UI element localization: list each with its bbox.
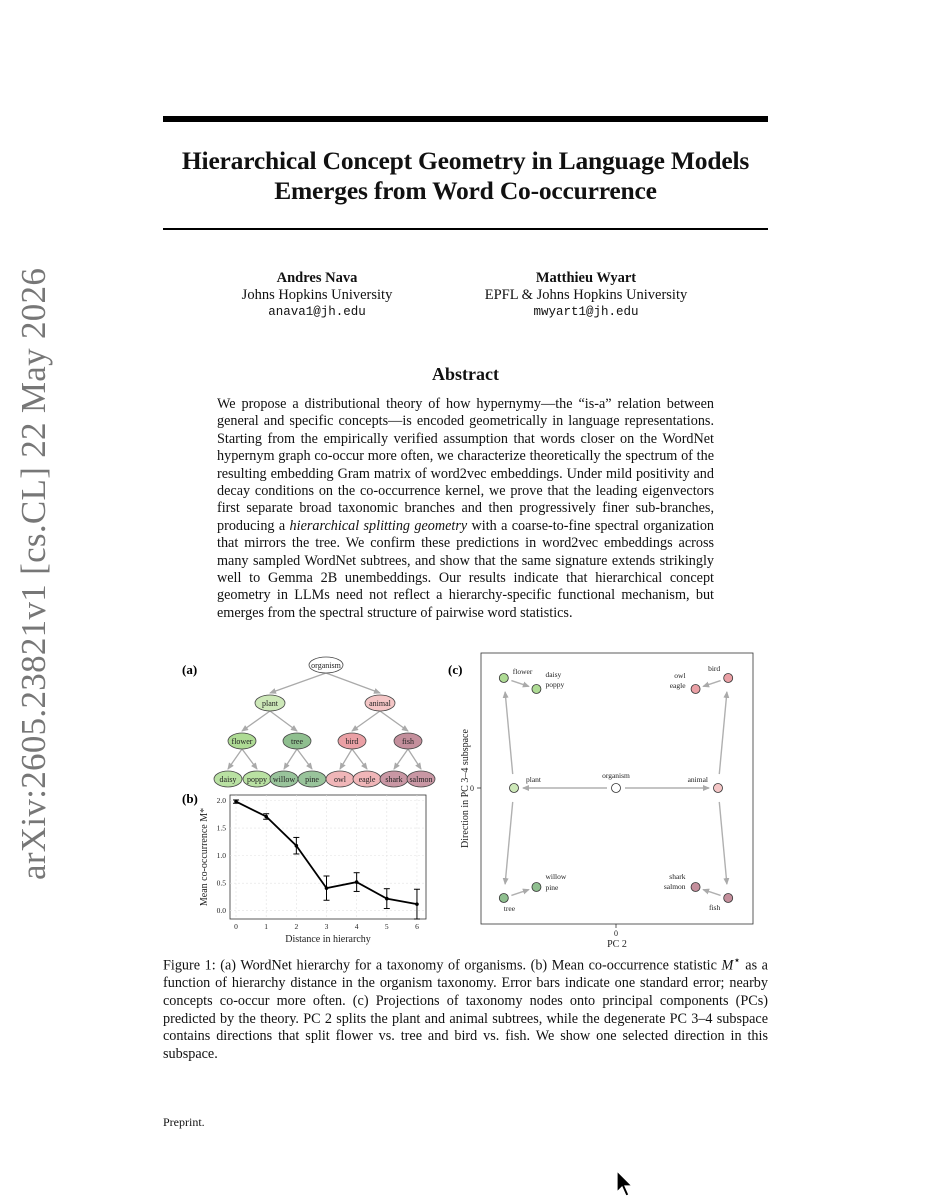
author-affiliation: EPFL & Johns Hopkins University (484, 287, 688, 303)
chart-c-label-bird: bird (708, 664, 721, 673)
chart-c-label-willow: willow (545, 872, 567, 881)
mouse-cursor-icon (616, 1170, 634, 1198)
chart-b-ylabel: Mean co-occurrence M* (199, 807, 210, 907)
tree-edge (394, 749, 408, 769)
chart-b-ytick: 0.5 (216, 878, 226, 888)
chart-c-label-eagle: eagle (669, 681, 686, 690)
tree-node-label-willow: willow (272, 775, 296, 784)
abstract-emphasis: hierarchical splitting geometry (289, 517, 468, 534)
chart-c-point-willow (532, 883, 541, 892)
chart-b-xtick: 5 (384, 922, 389, 931)
author-name: Matthieu Wyart (535, 270, 637, 286)
panel-c-label: (c) (448, 662, 463, 677)
chart-c-point-flower (499, 674, 508, 683)
caption-text-2: as a function of hierarchy distance in the organism taxonomy. Error bars indicate one standard error; nearby concepts co-occur more often. (c) Projections of taxonomy nodes onto principal components (PCs) predicted by the theory. PC 2 splits the plant and animal subtrees, while the degenerate PC 3–4 subspace contains directions that split flower vs. tree and bird vs. fish. We show one selected direction in this subspace. (163, 957, 768, 1062)
chart-c-point-plant (510, 784, 519, 793)
tree-node-label-bird: bird (345, 737, 359, 746)
chart-b (199, 795, 426, 945)
chart-c-ytick: 0 (470, 784, 474, 793)
caption-symbol-sup: ⋆ (733, 953, 741, 967)
tree-edge (408, 749, 421, 769)
chart-c-point-animal (714, 784, 723, 793)
tree-node-label-daisy: daisy (219, 775, 237, 784)
tree-node-label-shark: shark (385, 775, 403, 784)
tree-node-label-animal: animal (369, 699, 391, 708)
tree-node-label-pine: pine (305, 775, 319, 784)
tree-edge (352, 749, 367, 769)
arxiv-side-label: arXiv:2605.23821v1 [cs.CL] 22 May 2026 (14, 267, 53, 880)
chart-c-label-fish: fish (708, 903, 721, 912)
tree-node-label-owl: owl (334, 775, 346, 784)
tree-edge (380, 711, 408, 731)
tree-node-label-flower: flower (231, 737, 253, 746)
chart-c-ylabel: Direction in PC 3–4 subspace (460, 729, 471, 848)
chart-c-label-shark: shark (669, 872, 686, 881)
tree-edge (340, 749, 352, 769)
chart-b-ytick: 1.5 (216, 823, 226, 833)
caption-text-1: Figure 1: (a) WordNet hierarchy for a taxonomy of organisms. (b) Mean co-occurrence statistic (163, 957, 722, 974)
chart-b-point (355, 880, 359, 884)
chart-b-ytick: 1.0 (216, 851, 226, 861)
chart-c-xtick: 0 (614, 929, 618, 938)
chart-c-point-shark (691, 883, 700, 892)
chart-b-point (415, 902, 419, 906)
chart-c (460, 653, 753, 950)
title-line-1: Hierarchical Concept Geometry in Language Models (181, 146, 750, 175)
chart-c-point-bird (724, 674, 733, 683)
chart-b-ytick: 2.0 (216, 796, 226, 806)
tree-edges (228, 673, 421, 769)
chart-c-label-organism: organism (602, 771, 630, 780)
chart-b-point (234, 800, 238, 804)
footer-preprint: Preprint. (163, 1115, 205, 1129)
tree-node-label-fish: fish (402, 737, 414, 746)
chart-c-xlabel: PC 2 (607, 939, 627, 950)
abstract-text-1: We propose a distributional theory of how hypernymy—the “is-a” relation between general and specific concepts—is encoded geometrically in language representations. Starting from the empirically verified assumption that words closer on the WordNet hypernym graph co-occur more often, we characterize theoretically the spectrum of the resulting embedding Gram matrix of word2vec embeddings. Under mild positivity and decay conditions on the co-occurrence kernel, we prove that the leading eigenvectors first separate broad taxonomic branches and then progressively finer sub-branches, producing a (217, 396, 714, 534)
tree-edge (270, 711, 297, 731)
tree-edge (284, 749, 297, 769)
tree-edge (297, 749, 312, 769)
chart-c-label-pine: pine (545, 883, 559, 892)
tree-edge (228, 749, 242, 769)
author-affiliation: Johns Hopkins University (241, 287, 393, 303)
title-line-2: Emerges from Word Co-occurrence (274, 176, 657, 205)
chart-c-point-organism (612, 784, 621, 793)
tree-node-label-eagle: eagle (358, 775, 376, 784)
tree-edge (326, 673, 380, 693)
chart-b-xtick: 2 (294, 922, 299, 931)
tree-nodes (214, 657, 435, 787)
tree-edge (352, 711, 380, 731)
chart-c-label-flower: flower (512, 667, 533, 676)
chart-b-xtick: 3 (324, 922, 329, 931)
chart-c-label-owl: owl (674, 671, 686, 680)
tree-edge (270, 673, 326, 693)
chart-b-point (385, 897, 389, 901)
tree-node-label-salmon: salmon (409, 775, 433, 784)
caption-symbol: M (721, 957, 734, 974)
tree-node-label-organism: organism (311, 661, 341, 670)
author-email[interactable]: mwyart1@jh.edu (533, 305, 639, 319)
tree-edge (242, 711, 270, 731)
author-name: Andres Nava (276, 270, 358, 286)
chart-b-point (325, 886, 329, 890)
chart-c-label-salmon: salmon (663, 882, 686, 891)
chart-b-xtick: 0 (234, 922, 238, 931)
chart-c-label-tree: tree (503, 904, 516, 913)
chart-b-xtick: 6 (415, 922, 419, 931)
panel-a-label: (a) (182, 662, 198, 677)
chart-c-point-tree (499, 894, 508, 903)
chart-b-point (295, 844, 299, 848)
author-email[interactable]: anava1@jh.edu (268, 305, 366, 319)
chart-b-xlabel: Distance in hierarchy (285, 934, 371, 945)
tree-node-label-plant: plant (262, 699, 278, 708)
chart-c-label-daisy: daisy (545, 670, 562, 679)
abstract-text-2: with a coarse-to-fine spectral organization that mirrors the tree. We confirm these predictions in word2vec embeddings across many sampled WordNet subtrees, and show that the same signature extends strikingly well to Gemma 2B unembeddings. Our results indicate that hierarchical concept geometry in LLMs need not reflect a hierarchy-specific functional mechanism, but emerges from the spectral structure of pairwise word statistics. (217, 517, 715, 621)
abstract-heading: Abstract (432, 364, 499, 384)
chart-c-label-poppy: poppy (545, 680, 565, 689)
chart-c-point-owl (691, 685, 700, 694)
chart-b-ytick: 0.0 (216, 906, 226, 916)
chart-b-point (264, 815, 268, 819)
tree-node-label-poppy: poppy (247, 775, 267, 784)
chart-c-point-fish (724, 894, 733, 903)
figure-caption (163, 952, 768, 1063)
chart-c-label-plant: plant (526, 775, 541, 784)
chart-c-label-animal: animal (687, 775, 708, 784)
tree-edge (242, 749, 257, 769)
panel-b-label: (b) (182, 791, 198, 806)
tree-node-label-tree: tree (291, 737, 303, 746)
chart-b-xtick: 4 (354, 922, 359, 931)
chart-c-point-daisy (532, 685, 541, 694)
chart-b-xtick: 1 (264, 922, 269, 931)
